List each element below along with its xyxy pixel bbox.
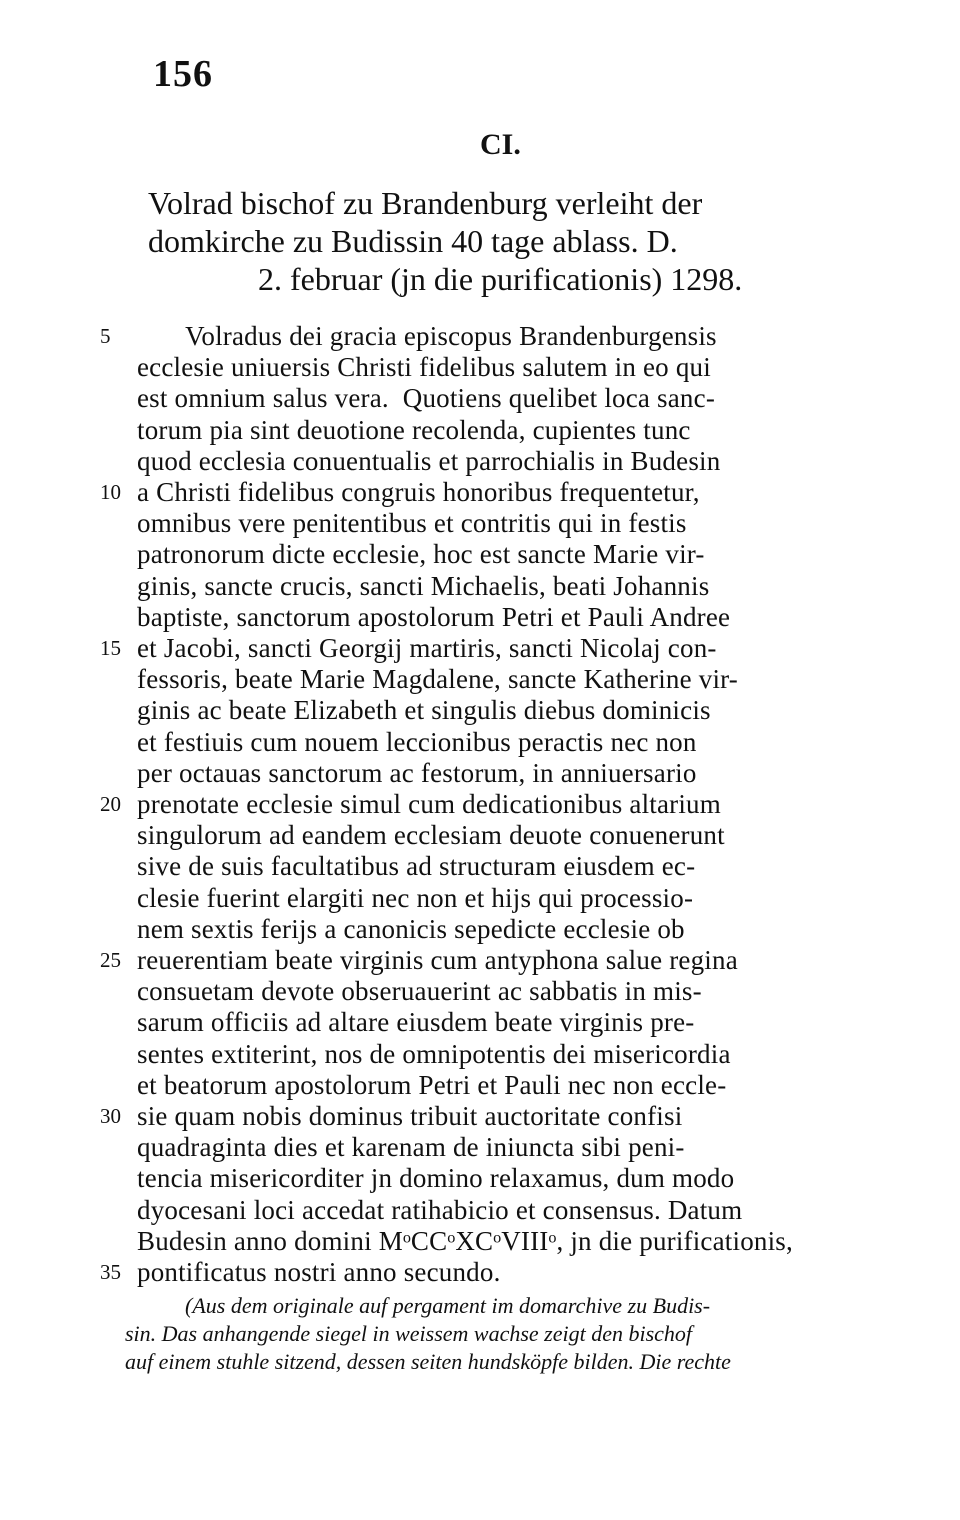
line-text: ginis, sancte crucis, sancti Michaelis, beati Johannis [137, 570, 710, 601]
document-number: CI. [480, 128, 521, 161]
line-text: pontificatus nostri anno secundo. [137, 1257, 501, 1287]
footnote-line: auf einem stuhle sitzend, dessen seiten hundsköpfe bilden. Die rechte [125, 1349, 731, 1374]
line-text: clesie fuerint elargiti nec non et hijs qui processio- [137, 882, 694, 913]
line-text: sie quam nobis dominus tribuit auctoritate confisi [137, 1101, 683, 1131]
line-text: Volradus dei gracia episcopus Brandenburgensis [137, 321, 717, 351]
line-text: et beatorum apostolorum Petri et Pauli nec non eccle- [137, 1069, 727, 1100]
line-number: 25 [100, 948, 121, 972]
line-text: ecclesie uniuersis Christi fidelibus salutem in eo qui [137, 352, 711, 383]
page-number: 156 [153, 53, 213, 95]
footnote-line: (Aus dem originale auf pergament im domarchive zu Budis- [185, 1293, 711, 1318]
line-text: prenotate ecclesie simul cum dedicationibus altarium [137, 789, 721, 819]
heading-line: domkirche zu Budissin 40 tage ablass. D. [148, 223, 678, 259]
heading-line: 2. februar (jn die purificationis) 1298. [258, 261, 743, 297]
line-text: dyocesani loci accedat ratihabicio et consensus. Datum [137, 1194, 743, 1225]
line-text: reuerentiam beate virginis cum antyphona salue regina [137, 945, 738, 975]
line-text: ginis ac beate Elizabeth et singulis diebus dominicis [137, 695, 711, 726]
line-text: Budesin anno domini MᵒCCᵒXCᵒVIIIᵒ, jn die purificationis, [137, 1225, 793, 1256]
line-text: est omnium salus vera. Quotiens quelibet loca sanc- [137, 383, 716, 414]
heading-line: Volrad bischof zu Brandenburg verleiht der [148, 185, 703, 221]
line-text: torum pia sint deuotione recolenda, cupientes tunc [137, 414, 691, 445]
line-number: 30 [100, 1104, 121, 1128]
line-text: sive de suis facultatibus ad structuram eiusdem ec- [137, 851, 696, 882]
line-number: 35 [100, 1260, 121, 1284]
line-text: singulorum ad eandem ecclesiam deuote conuenerunt [137, 820, 725, 851]
line-text: a Christi fidelibus congruis honoribus frequentetur, [137, 477, 700, 507]
line-number: 15 [100, 636, 121, 660]
line-text: sarum officiis ad altare eiusdem beate virginis pre- [137, 1007, 695, 1038]
line-number: 5 [100, 324, 111, 348]
line-text: quadraginta dies et karenam de iniuncta sibi peni- [137, 1132, 685, 1163]
line-text: nem sextis ferijs a canonicis sepedicte ecclesie ob [137, 913, 685, 944]
line-text: quod ecclesia conuentualis et parrochialis in Budesin [137, 445, 721, 476]
line-text: et festiuis cum nouem leccionibus peractis nec non [137, 726, 697, 757]
line-text: baptiste, sanctorum apostolorum Petri et Pauli Andree [137, 601, 731, 632]
text-line [0, 1254, 960, 1290]
line-text: omnibus vere penitentibus et contritis qui in festis [137, 508, 687, 539]
line-text: sentes extiterint, nos de omnipotentis dei misericordia [137, 1038, 731, 1069]
line-text: tencia misericorditer jn domino relaxamus, dum modo [137, 1163, 735, 1194]
footnote-line: sin. Das anhangende siegel in weissem wachse zeigt den bischof [125, 1321, 693, 1346]
line-text: fessoris, beate Marie Magdalene, sancte Katherine vir- [137, 664, 739, 695]
line-text: et Jacobi, sancti Georgij martiris, sancti Nicolaj con- [137, 633, 717, 663]
line-text: consuetam devote obseruauerint ac sabbatis in mis- [137, 976, 702, 1007]
line-text: patronorum dicte ecclesie, hoc est sancte Marie vir- [137, 539, 705, 570]
line-text: per octauas sanctorum ac festorum, in anniuersario [137, 757, 697, 788]
line-number: 10 [100, 480, 121, 504]
line-number: 20 [100, 792, 121, 816]
